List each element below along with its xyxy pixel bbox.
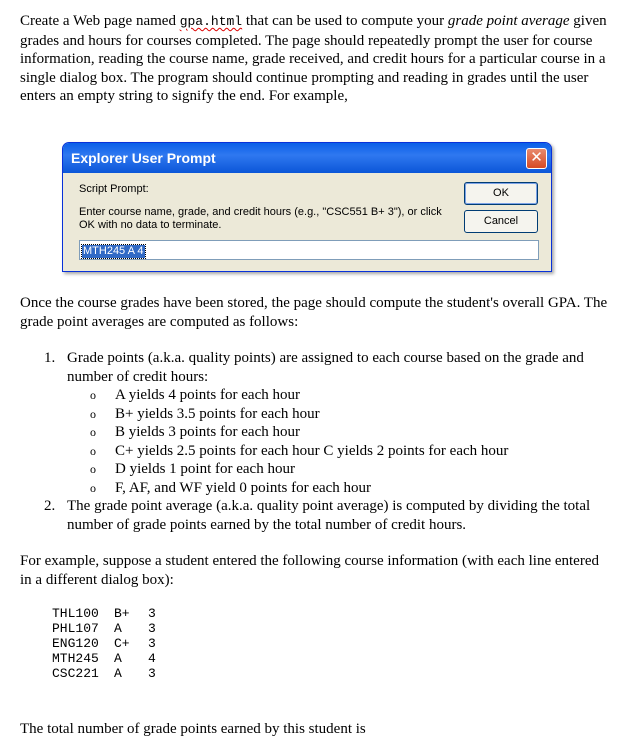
course-hours: 3 [148,636,156,651]
dialog-title: Explorer User Prompt [71,150,216,166]
intro-paragraph [20,12,610,106]
step-number: 1. [44,350,56,366]
prompt-dialog [62,142,552,272]
ok-button[interactable]: OK [464,182,538,205]
course-grade: B+ [114,606,130,621]
filename-code: gpa.html [179,14,243,29]
close-icon[interactable]: ✕ [526,148,547,169]
list-item [44,349,602,386]
prompt-input-value: MTH245 A 4 [83,245,144,257]
example-paragraph: For example, suppose a student entered the following course information (with each line entered in a different dialog box): [20,553,599,588]
step-text: The grade point average (a.k.a. quality point average) is computed by dividing the total number of grade points earned by the total number of credit hours. [67,498,591,533]
course-hours: 3 [148,666,156,681]
table-row [52,636,156,651]
course-grade: A [114,666,122,681]
table-row [52,606,156,621]
table-row [52,651,156,666]
table-row [52,621,156,636]
bullet-icon: o [90,462,96,476]
gpa-paragraph: Once the course grades have been stored, the page should compute the student's overall GPA. The grade point averages are computed as follows: [20,295,608,330]
closing-paragraph: The total number of grade points earned by this student is [20,721,366,737]
course-hours: 4 [148,651,156,666]
bullet-text: D yields 1 point for each hour [115,461,295,477]
cancel-button[interactable]: Cancel [464,210,538,233]
script-prompt-label: Script Prompt: [79,183,149,195]
step-text: Grade points (a.k.a. quality points) are assigned to each course based on the grade and number of credit hours: [67,350,584,385]
course-grade: A [114,651,122,666]
intro-text-1: Create a Web page named [20,13,180,29]
course-grade: A [114,621,122,636]
bullet-text: B+ yields 3.5 points for each hour [115,405,320,422]
bullet-text: F, AF, and WF yield 0 points for each hour [115,479,372,496]
prompt-message: Enter course name, grade, and credit hours (e.g., "CSC551 B+ 3"), or click OK with no data to terminate. [79,206,442,231]
bullet-icon: o [90,480,96,495]
intro-text-2: that can be used to compute your [242,13,448,29]
course-name: ENG120 [52,636,99,651]
bullet-text: C+ yields 2.5 points for each hour C yields 2 points for each hour [115,442,509,459]
bullet-icon: o [90,388,96,402]
bullet-icon: o [90,425,96,439]
bullet-text: A yields 4 points for each hour [115,387,300,403]
prompt-input[interactable] [79,240,539,260]
bullet-icon: o [90,406,96,421]
course-name: PHL107 [52,621,99,636]
step-number: 2. [44,498,56,514]
list-item [44,497,602,534]
course-name: THL100 [52,606,99,621]
course-hours: 3 [148,606,156,621]
table-row [52,666,156,681]
course-hours: 3 [148,621,156,636]
course-name: MTH245 [52,651,99,666]
bullet-icon: o [90,443,96,458]
course-name: CSC221 [52,666,99,681]
intro-text-3: given grades and hours for courses completed. The page should repeatedly prompt the user for course information, reading the course name, grade received, and credit hours for a particular course in a single dialog box. The program should continue prompting and reading in grades until the user enters an empty string to signify the end. For example, [20,13,607,104]
dialog-titlebar [63,143,551,173]
intro-emphasis: grade point average [447,13,570,29]
bullet-text: B yields 3 points for each hour [115,424,300,440]
course-grade: C+ [114,636,130,651]
